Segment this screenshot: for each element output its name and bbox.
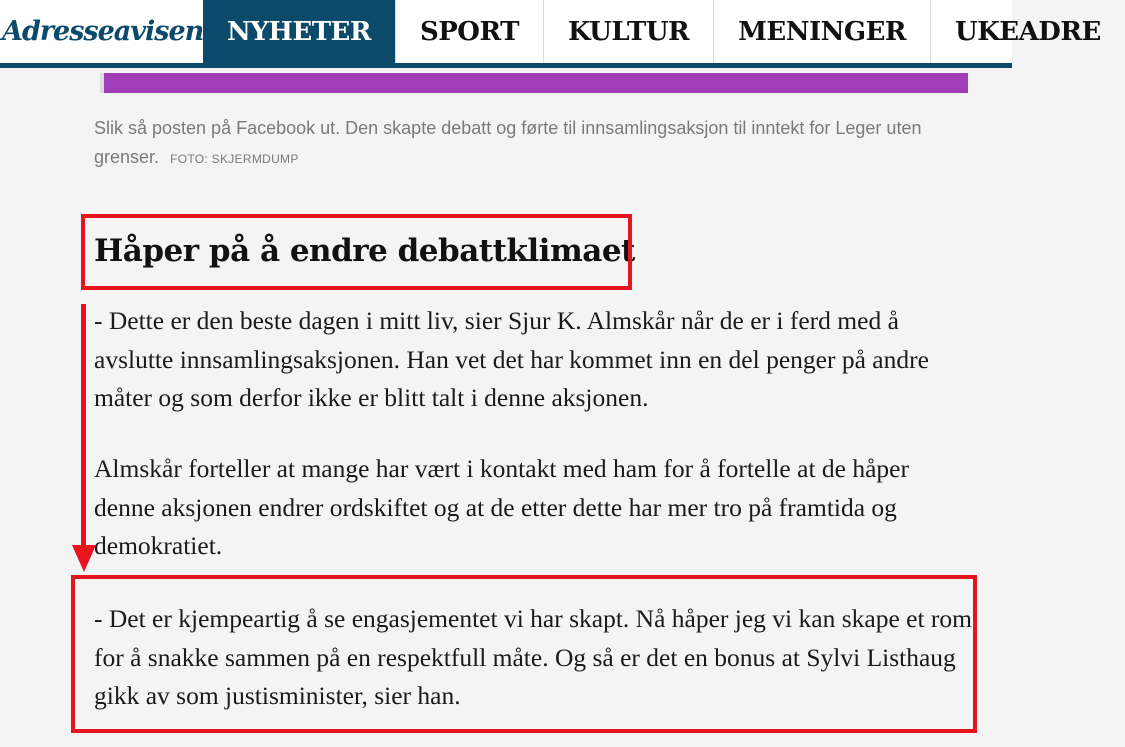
caption-credit: FOTO: SKJERMDUMP (170, 152, 299, 166)
article-paragraph-2: Almskår forteller at mange har vært i kontakt med ham for å fortelle at de håper denne aksjonen endrer ordskiftet og at de etter dette har mer tro på framtida og demokratiet. (94, 454, 909, 560)
article-subheading: Håper på å endre debattklimaet (94, 233, 635, 269)
top-navigation (0, 0, 1101, 68)
annotation-arrow-head-icon (72, 545, 96, 572)
article-paragraph-1: - Dette er den beste dagen i mitt liv, sier Sjur K. Almskår når de er i ferd med å avslutte innsamlingsaksjonen. Han vet det har kommet inn en del penger på andre måter og som derfor ikke er blitt talt i denne aksjonen. (94, 306, 929, 412)
nav-item-ukeadre[interactable]: UKEADRE (930, 0, 1125, 63)
article-image-bottom (100, 73, 968, 93)
caption-text: Slik så posten på Facebook ut. Den skapte debatt og førte til innsamlingsaksjon til inntekt for Leger uten grenser. (94, 118, 922, 167)
nav-item-nyheter[interactable]: NYHETER (203, 0, 395, 63)
annotation-box-quote (71, 575, 977, 733)
nav-item-meninger[interactable]: MENINGER (713, 0, 930, 63)
annotation-arrow-line (81, 304, 86, 549)
article-paragraph-3: - Det er kjempeartig å se engasjementet vi har skapt. Nå håper jeg vi kan skape et rom for å snakke sammen på en respektfull måte. Og så er det en bonus at Sylvi Listhaug gikk av som justisminister, sier han. (94, 604, 972, 710)
site-logo[interactable]: Adresseavisen (2, 16, 204, 47)
nav-menu (203, 0, 1125, 63)
image-caption (94, 114, 974, 174)
annotation-box-heading (81, 214, 632, 290)
nav-item-kultur[interactable]: KULTUR (543, 0, 713, 63)
nav-item-sport[interactable]: SPORT (395, 0, 543, 63)
